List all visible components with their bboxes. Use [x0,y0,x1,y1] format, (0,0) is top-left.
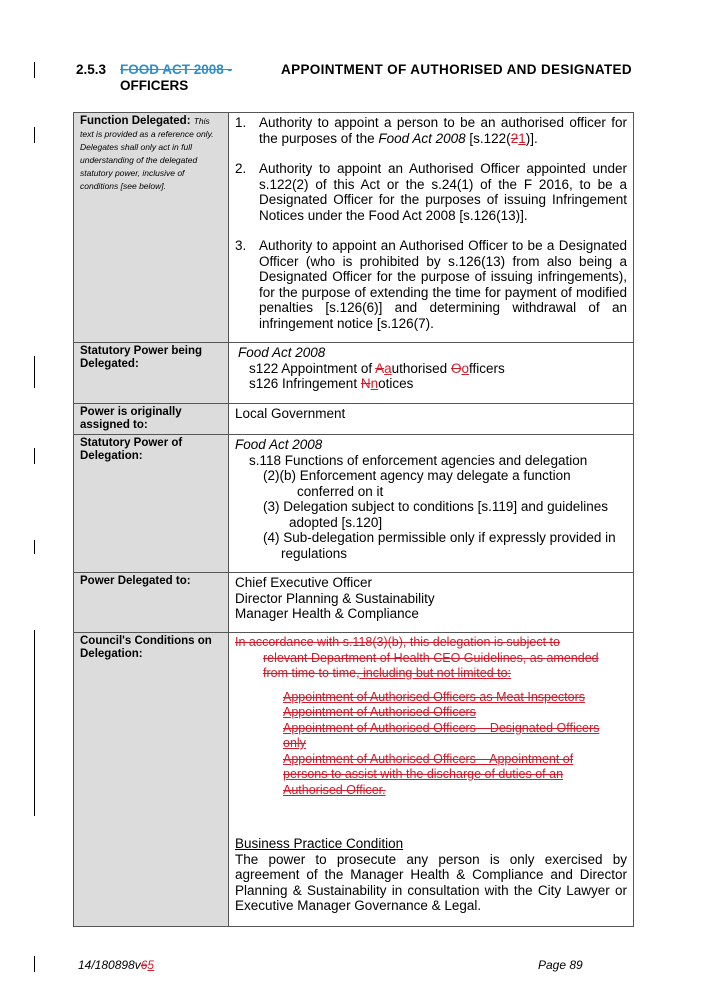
change-bar [34,448,35,464]
originally-assigned-value: Local Government [229,404,634,435]
section-title-line2: OFFICERS [120,78,189,93]
function-delegated-note: This text is provided as a reference only. Delegates shall only act in full understanding of the delegated statutory power, inclusive of conditions [see below]. [80,116,214,191]
change-bar [34,540,35,554]
conditions-value: In accordance with s.118(3)(b), this delegation is subject to relevant Department of Health CEO Guidelines, as amended from time to time, including but not limited to: Appointment of Authorised Officers as Meat Inspectors Appointment of Authorised Officers Appointment of Authorised Officers – Designated Officers only Appointment of Authorised Officers – Appointment of persons to assist with the discharge of duties of an Authorised Officer. Business Practice Condition The power to prosecute any person is only exercised by agreement of the Manager Health & Compliance and Director Planning & Sustainability in consultation with the City Lawyer or Executive Manager Governance & Legal. [229,633,634,927]
delegated-to-value: Chief Executive Officer Director Planning & Sustainability Manager Health & Compliance [229,573,634,633]
change-bar [34,62,35,78]
change-bar [34,630,35,816]
list-item: 2. Authority to appoint an Authorised Officer appointed under s.122(2) of this Act or the s.24(1) of the F 2016, to be a Designated Officer for the purposes of issuing Infringement Notices under the Food Act 2008 [s.126(13)]. [235,161,627,223]
function-delegated-value [229,113,634,343]
power-of-delegation-label-cell: Statutory Power of Delegation: [74,435,229,573]
conditions-label-cell: Council's Conditions on Delegation: [74,633,229,927]
change-bar [34,127,35,143]
originally-assigned-label-cell: Power is originally assigned to: [74,404,229,435]
function-delegated-label: Function Delegated: [80,115,191,127]
business-practice-text: The power to prosecute any person is only exercised by agreement of the Manager Health & Compliance and Director Planning & Sustainability in consultation with the City Lawyer or Executive Manager Governance & Legal. [235,851,627,913]
page-number: Page 89 [538,958,583,972]
business-practice-title: Business Practice Condition [235,836,404,851]
list-item: 1. Authority to appoint a person to be an authorised officer for the purposes of the Food Act 2008 [s.122(21)]. [235,115,627,146]
list-item: 3. Authority to appoint an Authorised Officer to be a Designated Officer (who is prohibited by s.126(13) from also being a Designated Officer for the purpose of issuing infringements), for the purpose of extending the time for payment of modified penalties [s.126(6)] and determining withdrawal of an infringement notice [s.126(7). [235,238,627,331]
section-title-line1: APPOINTMENT OF AUTHORISED AND DESIGNATED [280,62,632,77]
delegation-table [73,112,634,927]
section-heading [76,62,632,94]
statutory-power-label-cell: Statutory Power being Delegated: [74,343,229,404]
change-bar [34,956,35,972]
power-of-delegation-value: Food Act 2008 s.118 Functions of enforcement agencies and delegation (2)(b) Enforcement agency may delegate a function conferred on it (3) Delegation subject to conditions [s.119] and guidelines adopted [s.120] (4) Sub-delegation permissible only if expressly provided in regulations [229,435,634,573]
deleted-prefix: FOOD ACT 2008 - [120,62,233,77]
section-number: 2.5.3 [76,62,107,77]
delegated-to-label-cell: Power Delegated to: [74,573,229,633]
function-delegated-label-cell [74,113,229,343]
statutory-power-value: Food Act 2008 s122 Appointment of Aauthorised Oofficers s126 Infringement Nnotices [229,343,634,404]
document-id: 14/180898v65 [78,958,155,972]
change-bar [34,356,35,388]
